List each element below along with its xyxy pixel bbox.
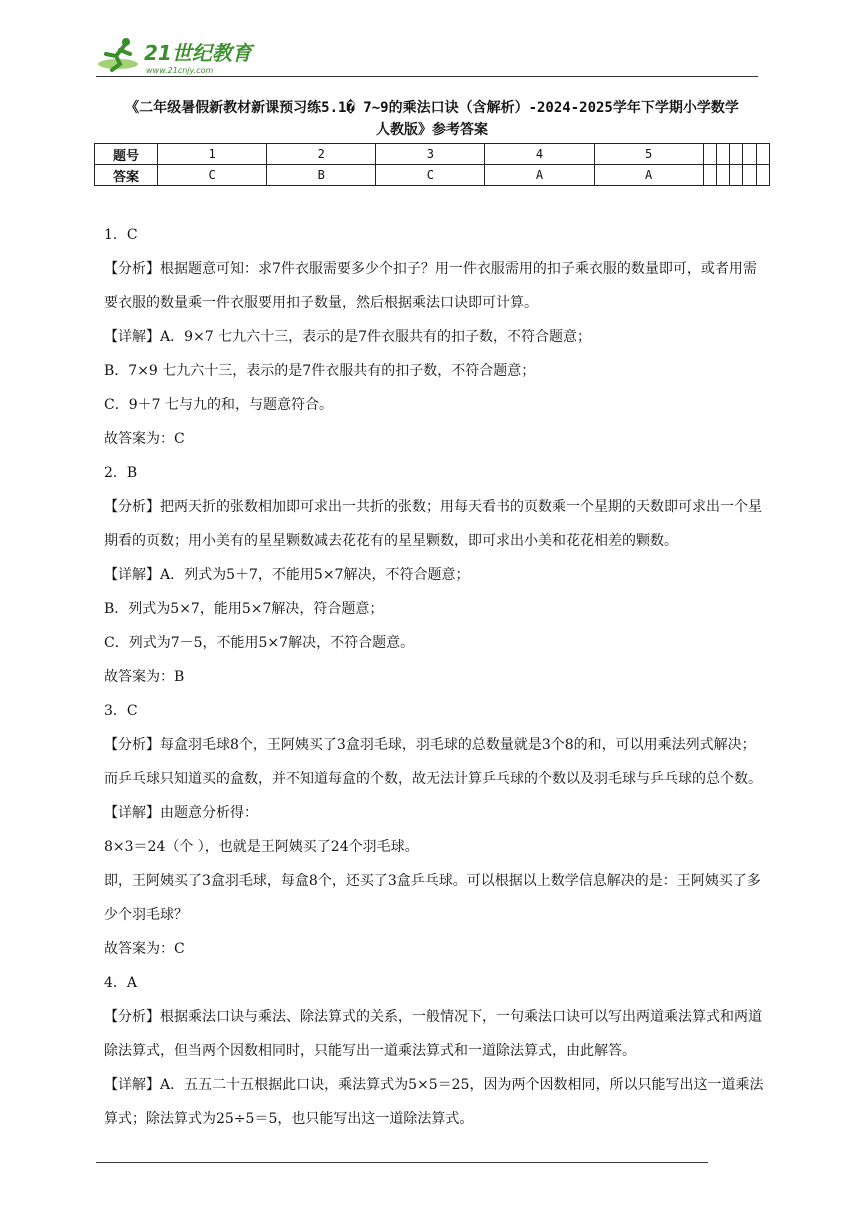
number-cell: 2 — [267, 144, 376, 165]
paragraph: 【分析】把两天折的张数相加即可求出一共折的张数；用每天看书的页数乘一个星期的天数即可求出一个星期看的页数；用小美有的星星颗数减去花花有的星星颗数，即可求出小美和花花相差的颗数。 — [104, 499, 762, 549]
number-cell — [703, 144, 716, 165]
answer-cell: A — [594, 165, 703, 186]
21cnjy-logo — [96, 34, 266, 78]
paragraph: 3．C — [104, 703, 138, 719]
logo-url: www.21cnjy.com — [146, 66, 214, 75]
paragraph: 故答案为：C — [104, 431, 185, 447]
paragraph: 即，王阿姨买了3盒羽毛球，每盒8个，还买了3盒乒乓球。可以根据以上数学信息解决的是：王阿姨买了多少个羽毛球？ — [104, 873, 761, 923]
paragraph: 【分析】每盒羽毛球8个，王阿姨买了3盒羽毛球，羽毛球的总数量就是3个8的和，可以用乘法列式解决；而乒乓球只知道买的盒数，并不知道每盒的个数，故无法计算乒乓球的个数以及羽毛球与乒乓球的总个数。 — [104, 737, 762, 787]
answer-cell: C — [376, 165, 485, 186]
number-cell: 3 — [376, 144, 485, 165]
number-cell: 1 — [158, 144, 267, 165]
answer-cell — [756, 165, 769, 186]
answer-cell — [730, 165, 743, 186]
logo-text: 21世纪教育 — [144, 41, 252, 65]
title-line-1: 《二年级暑假新教材新课预习练5.1� 7~9的乘法口诀（含解析）-2024-2025学年下学期小学数学 — [125, 100, 739, 116]
number-cell: 5 — [594, 144, 703, 165]
paragraph: 【分析】根据题意可知：求7件衣服需要多少个扣子？用一件衣服需用的扣子乘衣服的数量即可，或者用需要衣服的数量乘一件衣服要用扣子数量，然后根据乘法口诀即可计算。 — [104, 261, 757, 311]
number-cell — [716, 144, 729, 165]
row-head-answer: 答案 — [95, 165, 158, 186]
paragraph: C．9＋7 七与九的和，与题意符合。 — [104, 397, 333, 413]
paragraph: C．列式为7－5，不能用5×7解决，不符合题意。 — [104, 635, 415, 651]
paragraph: 【详解】A．五五二十五根据此口诀，乘法算式为5×5＝25，因为两个因数相同，所以只能写出这一道乘法算式；除法算式为25÷5＝5，也只能写出这一道除法算式。 — [104, 1077, 764, 1127]
header-rule — [96, 76, 758, 77]
number-cell: 4 — [485, 144, 594, 165]
paragraph: 4．A — [104, 975, 138, 991]
paragraph: B．列式为5×7，能用5×7解决，符合题意； — [104, 601, 384, 617]
paragraph: 【详解】A．列式为5＋7，不能用5×7解决，不符合题意； — [104, 567, 470, 583]
answer-cell — [703, 165, 716, 186]
answer-cell — [716, 165, 729, 186]
answer-cell: C — [158, 165, 267, 186]
row-head-number: 题号 — [95, 144, 158, 165]
paragraph: 【详解】A．9×7 七九六十三，表示的是7件衣服共有的扣子数，不符合题意； — [104, 329, 592, 345]
paragraph: 2．B — [104, 465, 138, 481]
question-number-row — [95, 144, 770, 165]
answer-cell — [743, 165, 756, 186]
paragraph: 【详解】由题意分析得： — [104, 805, 258, 821]
paragraph: B．7×9 七九六十三，表示的是7件衣服共有的扣子数，不符合题意； — [104, 363, 536, 379]
answer-row — [95, 165, 770, 186]
title-line-2: 人教版》参考答案 — [376, 122, 488, 138]
answer-table — [94, 143, 770, 186]
paragraph: 1．C — [104, 227, 138, 243]
number-cell — [756, 144, 769, 165]
number-cell — [730, 144, 743, 165]
answer-cell: A — [485, 165, 594, 186]
number-cell — [743, 144, 756, 165]
answer-explanations — [104, 218, 764, 1136]
paragraph: 故答案为：C — [104, 941, 185, 957]
paragraph: 8×3＝24（个 ），也就是王阿姨买了24个羽毛球。 — [104, 839, 419, 855]
page-header — [96, 34, 758, 80]
paragraph: 故答案为：B — [104, 669, 185, 685]
document-title — [96, 97, 768, 141]
answer-cell: B — [267, 165, 376, 186]
footer-rule — [96, 1162, 708, 1163]
paragraph: 【分析】根据乘法口诀与乘法、除法算式的关系，一般情况下，一句乘法口诀可以写出两道乘法算式和两道除法算式，但当两个因数相同时，只能写出一道乘法算式和一道除法算式，由此解答。 — [104, 1009, 762, 1059]
